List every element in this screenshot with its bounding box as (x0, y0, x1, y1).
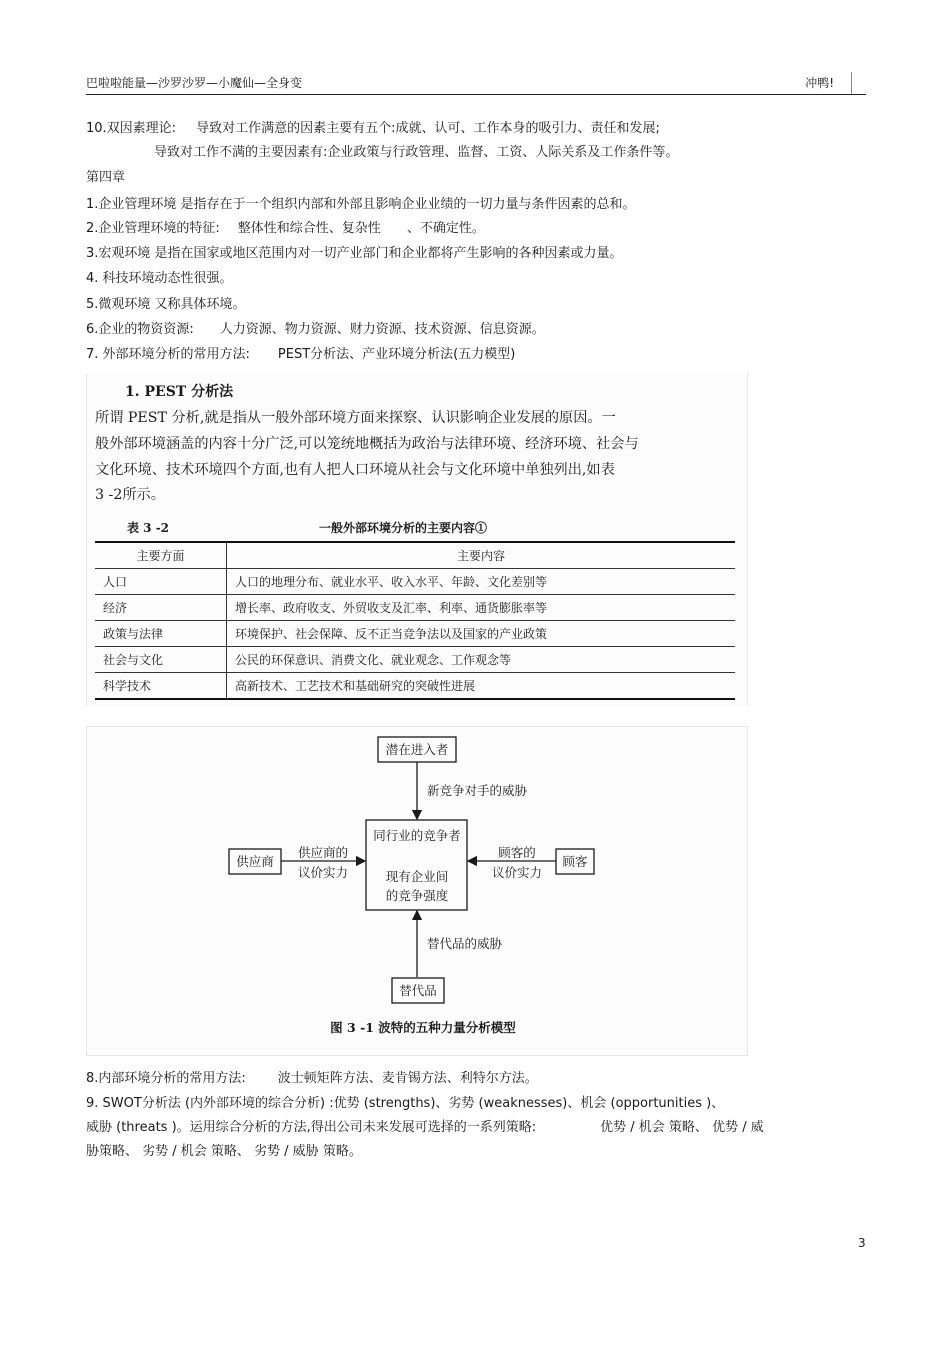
item-9-intro: 威胁 (threats )。运用综合分析的方法,得出公司未来发展可选择的一系列策略: (86, 1120, 537, 1135)
table-cell-content: 增长率、政府收支、外贸收支及汇率、利率、通货膨胀率等 (227, 595, 736, 621)
item-2-features-a: 整体性和综合性、复杂性 (237, 221, 381, 236)
table-row (95, 569, 735, 595)
table-cell-content: 人口的地理分布、就业水平、收入水平、年龄、文化差别等 (227, 569, 736, 595)
item-10-label: 10.双因素理论: (86, 121, 177, 136)
pest-paragraph-line-2: 般外部环境涵盖的内容十分广泛,可以笼统地概括为政治与法律环境、经济环境、社会与 (95, 436, 639, 452)
item-9-line-1: 9. SWOT分析法 (内外部环境的综合分析) :优势 (strengths)、劣势 (weaknesses)、机会 (opportunities )、 (86, 1096, 725, 1111)
item-6 (86, 321, 545, 339)
item-10-satisfiers: 导致对工作满意的因素主要有五个:成就、认可、工作本身的吸引力、责任和发展; (196, 121, 660, 136)
chapter-heading: 第四章 (86, 170, 126, 185)
item-7-text: PEST分析法、产业环境分析法(五力模型) (277, 347, 516, 362)
item-2 (86, 220, 485, 238)
table-header-content: 主要内容 (227, 542, 736, 569)
item-6-text: 人力资源、物力资源、财力资源、技术资源、信息资源。 (219, 322, 545, 337)
table-cell-aspect: 科学技术 (95, 673, 227, 700)
label-potential-entrants: 潜在进入者 (385, 742, 449, 757)
table-header-row (95, 542, 735, 569)
header-rule (86, 94, 866, 95)
header-right-text: 冲鸭! (805, 76, 834, 90)
label-suppliers: 供应商 (236, 854, 274, 869)
label-rivalry-line-1: 现有企业间 (385, 869, 449, 884)
table-row (95, 673, 735, 700)
label-customers: 顾客 (562, 854, 588, 869)
item-6-label: 6.企业的物资资源: (86, 322, 194, 337)
item-9-strategies-a: 优势 / 机会 策略、 优势 / 威 (600, 1120, 764, 1135)
page-header (86, 72, 866, 94)
table-cell-aspect: 经济 (95, 595, 227, 621)
item-9-line-2 (86, 1119, 764, 1137)
table-cell-aspect: 政策与法律 (95, 621, 227, 647)
table-header-aspect: 主要方面 (95, 542, 227, 569)
label-new-entrant-threat: 新竞争对手的威胁 (427, 783, 528, 798)
table-cell-content: 高新技术、工艺技术和基础研究的突破性进展 (227, 673, 736, 700)
table-row (95, 595, 735, 621)
table-cell-content: 公民的环保意识、消费文化、就业观念、工作观念等 (227, 647, 736, 673)
table-cell-aspect: 社会与文化 (95, 647, 227, 673)
item-2-features-b: 、不确定性。 (406, 221, 485, 236)
pest-heading: 1. PEST 分析法 (125, 384, 234, 400)
item-10-line-2: 导致对工作不满的主要因素有:企业政策与行政管理、监督、工资、人际关系及工作条件等。 (154, 145, 679, 160)
item-8 (86, 1070, 538, 1088)
pest-table (95, 541, 735, 700)
table-row (95, 647, 735, 673)
table-row (95, 621, 735, 647)
five-forces-figure (86, 726, 748, 1056)
figure-caption: 图 3 -1 波特的五种力量分析模型 (330, 1020, 516, 1035)
table-title: 一般外部环境分析的主要内容① (319, 521, 488, 535)
label-supplier-power-1: 供应商的 (297, 845, 349, 860)
label-buyer-power-1: 顾客的 (498, 845, 536, 860)
item-8-text: 波士顿矩阵方法、麦肯锡方法、利特尔方法。 (277, 1071, 538, 1086)
table-label: 表 3 -2 (127, 521, 170, 535)
item-10-line-1 (86, 120, 660, 138)
item-1: 1.企业管理环境 是指存在于一个组织内部和外部且影响企业业绩的一切力量与条件因素的总和。 (86, 197, 636, 212)
pest-paragraph-line-3: 文化环境、技术环境四个方面,也有人把人口环境从社会与文化环境中单独列出,如表 (95, 462, 615, 478)
item-7 (86, 346, 515, 364)
item-4: 4. 科技环境动态性很强。 (86, 271, 233, 286)
item-5: 5.微观环境 又称具体环境。 (86, 297, 246, 312)
label-supplier-power-2: 议价实力 (297, 865, 349, 880)
item-3: 3.宏观环境 是指在国家或地区范围内对一切产业部门和企业都将产生影响的各种因素或力量。 (86, 246, 623, 261)
pest-paragraph-line-1: 所谓 PEST 分析,就是指从一般外部环境方面来探察、认识影响企业发展的原因。一 (95, 410, 616, 426)
pest-paragraph-line-4: 3 -2所示。 (95, 487, 165, 503)
table-cell-aspect: 人口 (95, 569, 227, 595)
header-divider (851, 72, 852, 94)
label-substitute-threat: 替代品的威胁 (427, 936, 503, 951)
item-8-label: 8.内部环境分析的常用方法: (86, 1071, 246, 1086)
label-buyer-power-2: 议价实力 (491, 865, 543, 880)
label-industry-competitors: 同行业的竞争者 (373, 828, 461, 843)
five-forces-diagram (87, 727, 747, 1055)
item-9-line-3: 胁策略、 劣势 / 机会 策略、 劣势 / 威胁 策略。 (86, 1144, 362, 1159)
pest-scan-block (86, 373, 748, 706)
item-2-label: 2.企业管理环境的特征: (86, 221, 220, 236)
table-cell-content: 环境保护、社会保障、反不正当竞争法以及国家的产业政策 (227, 621, 736, 647)
item-7-label: 7. 外部环境分析的常用方法: (86, 347, 250, 362)
label-substitutes: 替代品 (399, 983, 437, 998)
label-rivalry-line-2: 的竞争强度 (385, 888, 449, 903)
header-left-text: 巴啦啦能量—沙罗沙罗—小魔仙—全身变 (86, 76, 303, 90)
page-number: 3 (858, 1236, 866, 1250)
